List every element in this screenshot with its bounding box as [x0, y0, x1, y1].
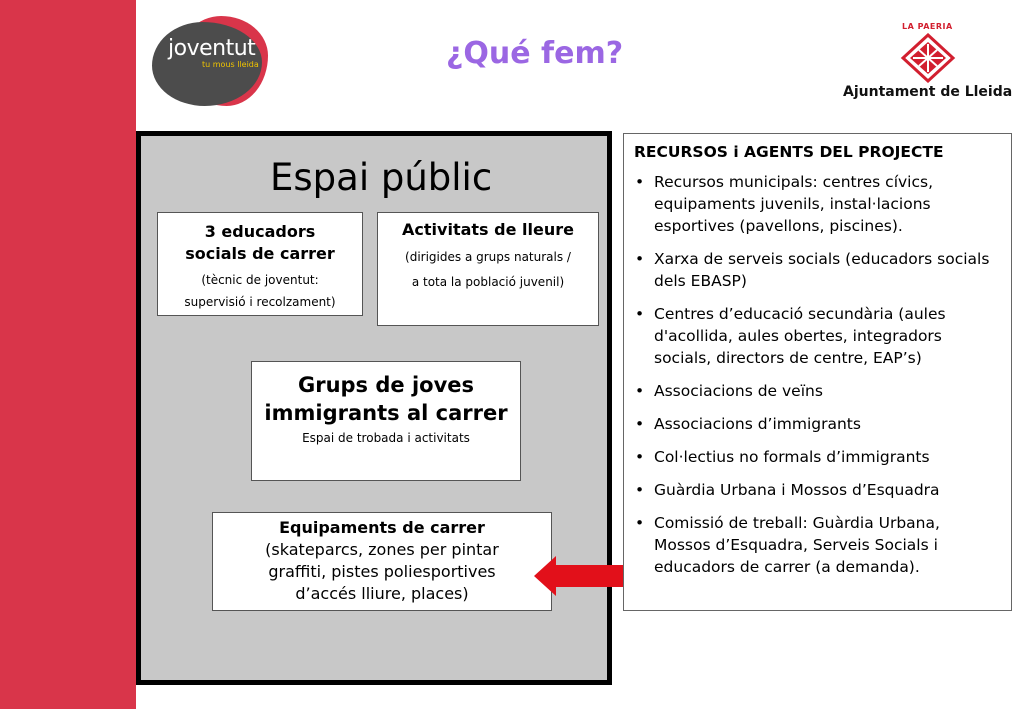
activities-note-1: (dirigides a grups naturals / — [405, 250, 571, 264]
resources-title: RECURSOS i AGENTS DEL PROJECTE — [634, 143, 944, 161]
list-item: • Col·lectius no formals d’immigrants — [634, 446, 1001, 468]
youth-groups-box — [251, 361, 521, 481]
list-item: • Associacions de veïns — [634, 380, 1001, 402]
list-item: • Centres d’educació secundària (aules d'acollida, aules obertes, integradors socials, directors de centre, EAP’s) — [634, 303, 1001, 369]
activities-heading: Activitats de lleure — [402, 220, 574, 239]
street-equipment-box — [212, 512, 552, 611]
educators-heading: 3 educadors socials de carrer — [185, 222, 335, 263]
activities-box — [377, 212, 599, 326]
educators-note-1: (tècnic de joventut: — [201, 273, 319, 287]
educators-note-2: supervisió i recolzament) — [184, 295, 336, 309]
resources-list — [634, 171, 1001, 578]
list-item: • Recursos municipals: centres cívics, equipaments juvenils, instal·lacions esportives (pavellons, piscines). — [634, 171, 1001, 237]
left-arrow-icon — [532, 555, 632, 597]
activities-note-2: a tota la població juvenil) — [411, 275, 565, 289]
equipment-heading: Equipaments de carrer — [279, 518, 485, 537]
logo-name: joventut — [168, 36, 256, 61]
list-item: • Comissió de treball: Guàrdia Urbana, Mossos d’Esquadra, Serveis Socials i educadors de carrer (a demanda). — [634, 512, 1001, 578]
youth-groups-note: Espai de trobada i activitats — [302, 431, 470, 445]
youth-groups-heading: Grups de joves immigrants al carrer — [264, 373, 508, 425]
paeria-label: LA PAERIA — [902, 22, 953, 31]
list-item: • Associacions d’immigrants — [634, 413, 1001, 435]
left-red-bar — [0, 0, 136, 709]
paeria-emblem-icon — [898, 33, 958, 83]
page-title: ¿Qué fem? — [446, 36, 624, 71]
joventut-logo — [150, 14, 270, 106]
panel-title: Espai públic — [270, 156, 493, 199]
institution-name: Ajuntament de Lleida — [843, 84, 1013, 100]
equipment-description: (skateparcs, zones per pintar graffiti, pistes poliesportives d’accés lliure, places) — [265, 540, 499, 603]
resources-box — [623, 133, 1012, 611]
list-item: • Xarxa de serveis socials (educadors socials dels EBASP) — [634, 248, 1001, 292]
educators-box — [157, 212, 363, 316]
list-item: • Guàrdia Urbana i Mossos d’Esquadra — [634, 479, 1001, 501]
logo-tagline: tu mous lleida — [202, 60, 259, 69]
